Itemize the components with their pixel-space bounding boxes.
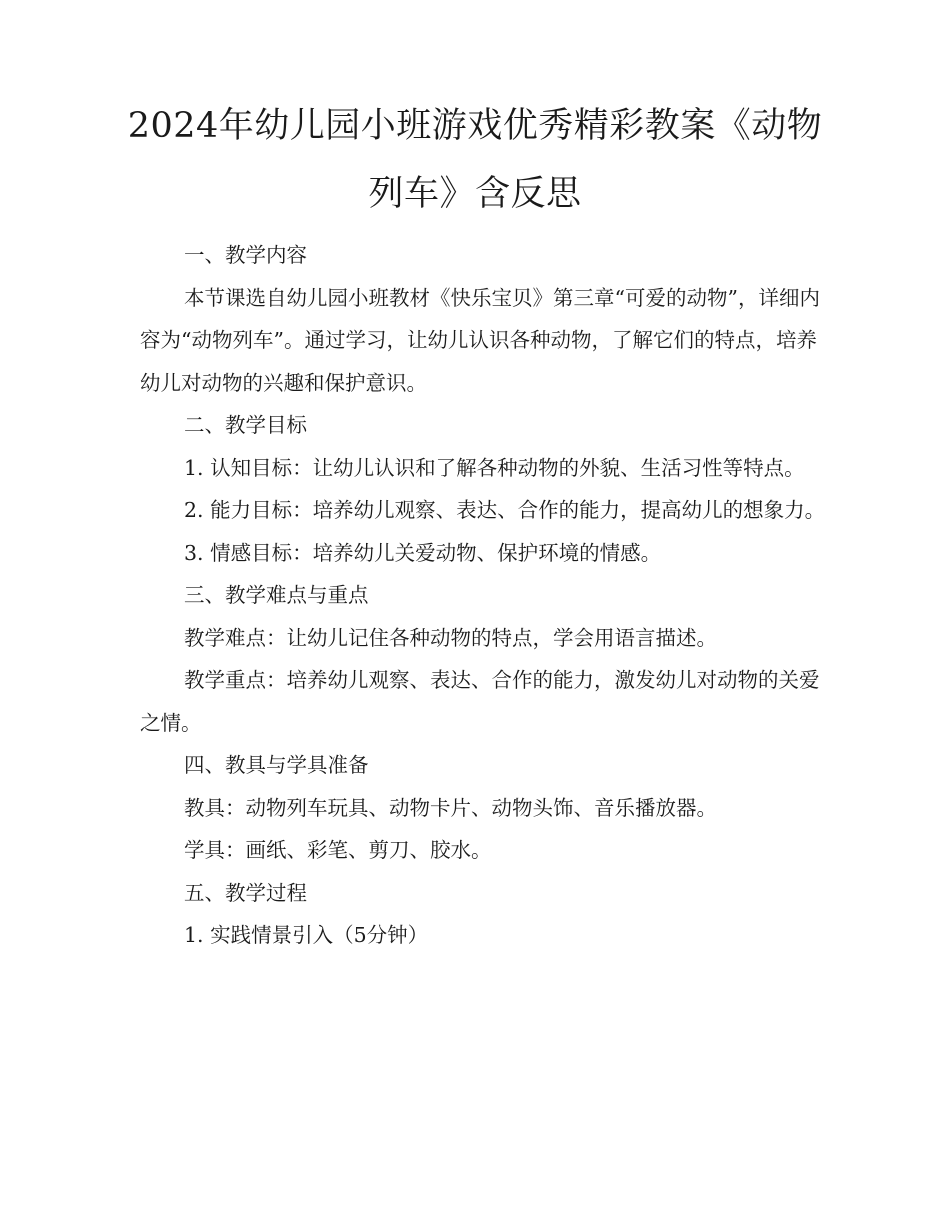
paragraph-difficulty: 教学难点：让幼儿记住各种动物的特点，学会用语言描述。 <box>184 625 717 650</box>
section-heading-process: 五、教学过程 <box>184 880 307 905</box>
section-heading-materials: 四、教具与学具准备 <box>184 753 369 777</box>
document-body <box>140 234 830 957</box>
title-line-1: 2024年幼儿园小班游戏优秀精彩教案《动物 <box>127 106 823 146</box>
paragraph-content: 本节课选自幼儿园小班教材《快乐宝贝》第三章“可爱的动物”，详细内容为“动物列车”。通过学习，让幼儿认识各种动物，了解它们的特点，培养幼儿对动物的兴趣和保护意识。 <box>140 285 820 395</box>
paragraph-focus: 教学重点：培养幼儿观察、表达、合作的能力，激发幼儿对动物的关爱之情。 <box>140 668 820 735</box>
section-heading-key-points: 三、教学难点与重点 <box>184 583 369 607</box>
objective-emotional: 3. 情感目标：培养幼儿关爱动物、保护环境的情感。 <box>184 540 662 565</box>
document-title <box>120 92 830 228</box>
paragraph-teaching-aids: 教具：动物列车玩具、动物卡片、动物头饰、音乐播放器。 <box>184 795 717 820</box>
objective-cognitive: 1. 认知目标：让幼儿认识和了解各种动物的外貌、生活习性等特点。 <box>184 455 805 480</box>
section-heading-objectives: 二、教学目标 <box>184 413 307 437</box>
paragraph-learning-aids: 学具：画纸、彩笔、剪刀、胶水。 <box>184 838 492 862</box>
section-heading-content: 一、教学内容 <box>184 243 307 267</box>
objective-ability: 2. 能力目标：培养幼儿观察、表达、合作的能力，提高幼儿的想象力。 <box>184 498 826 522</box>
title-line-2: 列车》含反思 <box>368 174 582 214</box>
process-step-1: 1. 实践情景引入（5分钟） <box>184 923 429 947</box>
